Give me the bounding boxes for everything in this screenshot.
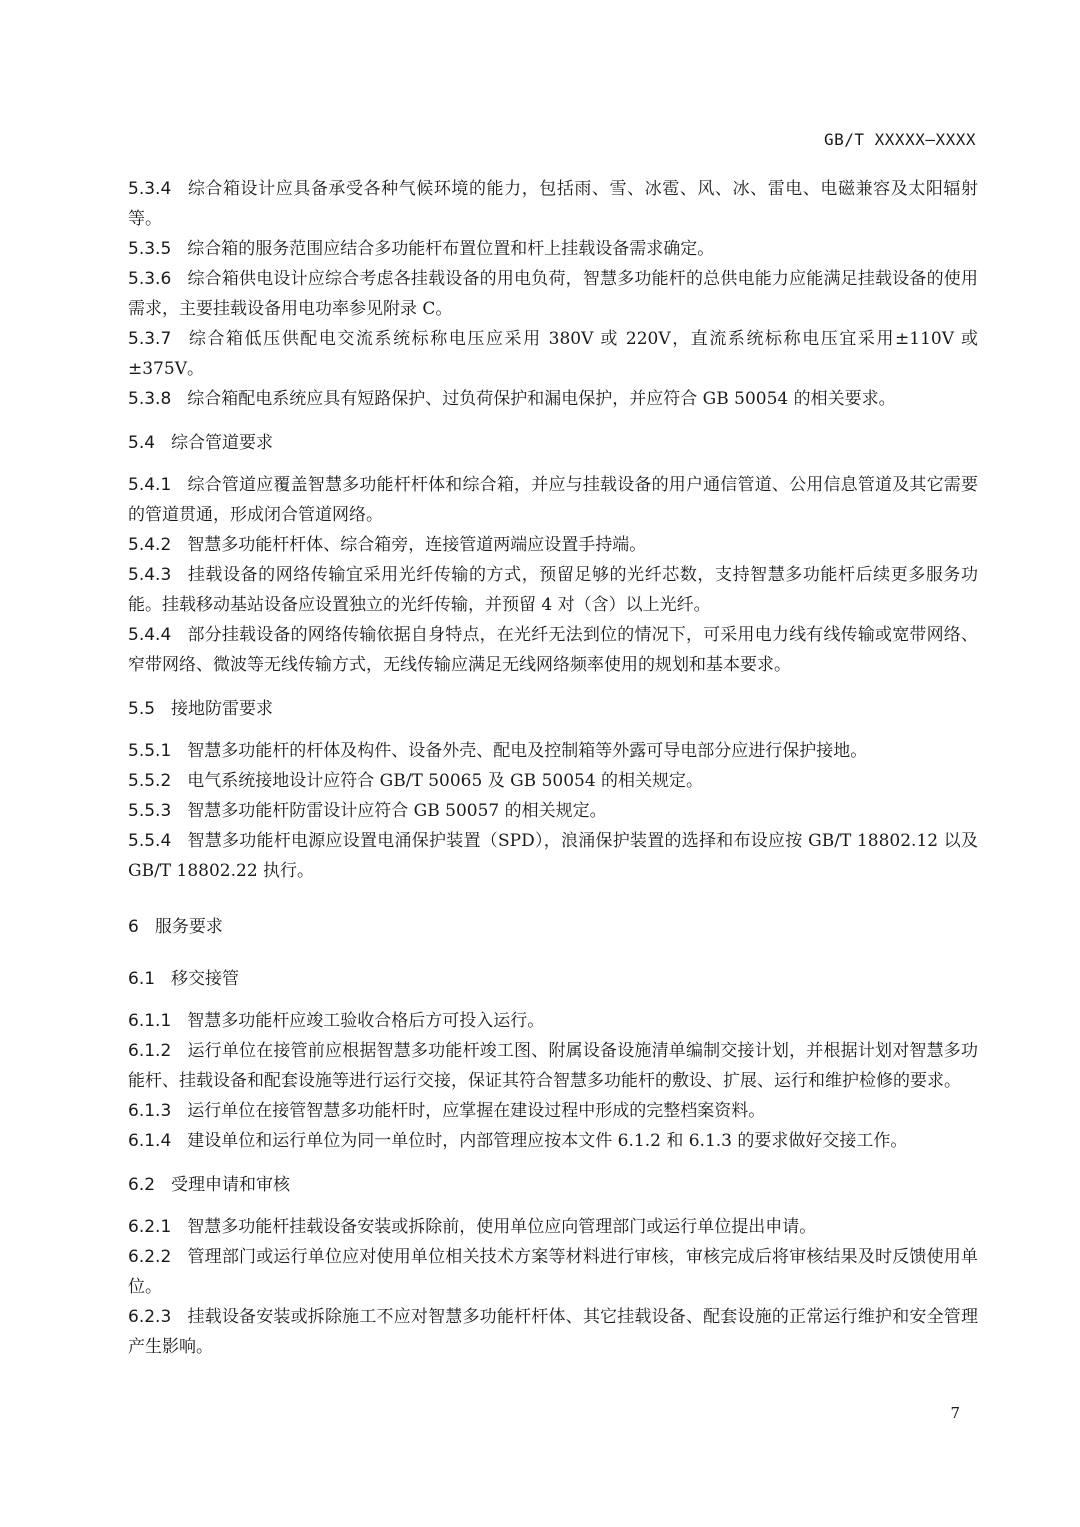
clause-text: 综合箱设计应具备承受各种气候环境的能力，包括雨、雪、冰雹、风、冰、雷电、电磁兼容及太阳辐射等。 bbox=[128, 179, 978, 229]
clause-paragraph bbox=[128, 826, 978, 886]
section-heading bbox=[128, 428, 978, 458]
clause-text: 智慧多功能杆应竣工验收合格后方可投入运行。 bbox=[187, 1011, 545, 1031]
clause-number: 5.4.3 bbox=[128, 565, 172, 585]
clause-text: 智慧多功能杆的杆体及构件、设备外壳、配电及控制箱等外露可导电部分应进行保护接地。 bbox=[187, 741, 868, 761]
clause-number: 6.2.1 bbox=[128, 1217, 172, 1237]
clause-number: 6.2.2 bbox=[128, 1247, 172, 1267]
clause-text: 接地防雷要求 bbox=[171, 699, 274, 719]
clause-text: 移交接管 bbox=[171, 969, 240, 989]
clause-paragraph bbox=[128, 1212, 978, 1242]
clause-text: 综合箱配电系统应具有短路保护、过负荷保护和漏电保护，并应符合 GB 50054 的相关要求。 bbox=[187, 389, 896, 409]
clause-paragraph bbox=[128, 560, 978, 620]
clause-number: 5.3.7 bbox=[128, 329, 172, 349]
clause-number: 5.3.4 bbox=[128, 179, 172, 199]
clause-paragraph bbox=[128, 1096, 978, 1126]
clause-paragraph bbox=[128, 234, 978, 264]
standard-code-header: GB/T XXXXX—XXXX bbox=[824, 130, 976, 149]
clause-number: 5.4.2 bbox=[128, 535, 172, 555]
clause-paragraph bbox=[128, 1242, 978, 1302]
clause-text: 智慧多功能杆杆体、综合箱旁，连接管道两端应设置手持端。 bbox=[187, 535, 647, 555]
clause-number: 5.5.2 bbox=[128, 771, 172, 791]
clause-paragraph bbox=[128, 796, 978, 826]
clause-number: 5.4.1 bbox=[128, 475, 172, 495]
section-heading bbox=[128, 1170, 978, 1200]
clause-text: 电气系统接地设计应符合 GB/T 50065 及 GB 50054 的相关规定。 bbox=[187, 771, 704, 791]
clause-number: 5.3.8 bbox=[128, 389, 172, 409]
clause-text: 管理部门或运行单位应对使用单位相关技术方案等材料进行审核，审核完成后将审核结果及时反馈使用单位。 bbox=[128, 1247, 978, 1297]
clause-text: 挂载设备的网络传输宜采用光纤传输的方式，预留足够的光纤芯数，支持智慧多功能杆后续更多服务功能。挂载移动基站设备应设置独立的光纤传输，并预留 4 对（含）以上光纤。 bbox=[128, 565, 978, 615]
clause-text: 智慧多功能杆挂载设备安装或拆除前，使用单位应向管理部门或运行单位提出申请。 bbox=[187, 1217, 817, 1237]
clause-number: 5.3.5 bbox=[128, 239, 172, 259]
section-heading bbox=[128, 964, 978, 994]
clause-text: 智慧多功能杆防雷设计应符合 GB 50057 的相关规定。 bbox=[187, 801, 607, 821]
clause-paragraph bbox=[128, 174, 978, 234]
clause-text: 综合管道要求 bbox=[171, 433, 274, 453]
clause-text: 服务要求 bbox=[154, 917, 223, 937]
clause-paragraph bbox=[128, 384, 978, 414]
clause-text: 综合箱低压供配电交流系统标称电压应采用 380V 或 220V，直流系统标称电压宜采用±110V 或±375V。 bbox=[128, 329, 978, 379]
clause-paragraph bbox=[128, 766, 978, 796]
clause-text: 建设单位和运行单位为同一单位时，内部管理应按本文件 6.1.2 和 6.1.3 的要求做好交接工作。 bbox=[187, 1131, 908, 1151]
clause-number: 6.2 bbox=[128, 1175, 156, 1195]
clause-paragraph bbox=[128, 736, 978, 766]
clause-number: 6.1.3 bbox=[128, 1101, 172, 1121]
clause-paragraph bbox=[128, 1036, 978, 1096]
clause-text: 综合箱供电设计应综合考虑各挂载设备的用电负荷，智慧多功能杆的总供电能力应能满足挂载设备的使用需求，主要挂载设备用电功率参见附录 C。 bbox=[128, 269, 978, 319]
clause-text: 运行单位在接管智慧多功能杆时，应掌握在建设过程中形成的完整档案资料。 bbox=[187, 1101, 766, 1121]
clause-number: 6.2.3 bbox=[128, 1307, 172, 1327]
clause-text: 挂载设备安装或拆除施工不应对智慧多功能杆杆体、其它挂载设备、配套设施的正常运行维护和安全管理产生影响。 bbox=[128, 1307, 978, 1357]
clause-text: 受理申请和审核 bbox=[171, 1175, 291, 1195]
page-number: 7 bbox=[950, 1404, 960, 1422]
clause-text: 智慧多功能杆电源应设置电涌保护装置（SPD），浪涌保护装置的选择和布设应按 GB/T 18802.12 以及 GB/T 18802.22 执行。 bbox=[128, 831, 978, 881]
document-body bbox=[128, 174, 978, 1362]
clause-text: 综合管道应覆盖智慧多功能杆杆体和综合箱，并应与挂载设备的用户通信管道、公用信息管道及其它需要的管道贯通，形成闭合管道网络。 bbox=[128, 475, 978, 525]
clause-number: 6 bbox=[128, 917, 139, 937]
clause-number: 6.1 bbox=[128, 969, 156, 989]
clause-text: 部分挂载设备的网络传输依据自身特点，在光纤无法到位的情况下，可采用电力线有线传输或宽带网络、窄带网络、微波等无线传输方式，无线传输应满足无线网络频率使用的规划和基本要求。 bbox=[128, 625, 978, 675]
clause-text: 运行单位在接管前应根据智慧多功能杆竣工图、附属设备设施清单编制交接计划，并根据计划对智慧多功能杆、挂载设备和配套设施等进行运行交接，保证其符合智慧多功能杆的敷设、扩展、运行和维护检修的要求。 bbox=[128, 1041, 978, 1091]
clause-number: 5.3.6 bbox=[128, 269, 172, 289]
clause-paragraph bbox=[128, 1006, 978, 1036]
clause-paragraph bbox=[128, 1302, 978, 1362]
clause-paragraph bbox=[128, 470, 978, 530]
clause-number: 5.4.4 bbox=[128, 625, 172, 645]
clause-paragraph bbox=[128, 620, 978, 680]
clause-number: 6.1.1 bbox=[128, 1011, 172, 1031]
clause-text: 综合箱的服务范围应结合多功能杆布置位置和杆上挂载设备需求确定。 bbox=[187, 239, 715, 259]
clause-number: 5.5 bbox=[128, 699, 156, 719]
clause-number: 5.5.1 bbox=[128, 741, 172, 761]
clause-number: 6.1.2 bbox=[128, 1041, 172, 1061]
clause-number: 5.5.4 bbox=[128, 831, 172, 851]
chapter-heading bbox=[128, 912, 978, 942]
clause-number: 5.5.3 bbox=[128, 801, 172, 821]
clause-paragraph bbox=[128, 530, 978, 560]
section-heading bbox=[128, 694, 978, 724]
clause-paragraph bbox=[128, 1126, 978, 1156]
clause-paragraph bbox=[128, 324, 978, 384]
clause-number: 5.4 bbox=[128, 433, 156, 453]
clause-paragraph bbox=[128, 264, 978, 324]
clause-number: 6.1.4 bbox=[128, 1131, 172, 1151]
